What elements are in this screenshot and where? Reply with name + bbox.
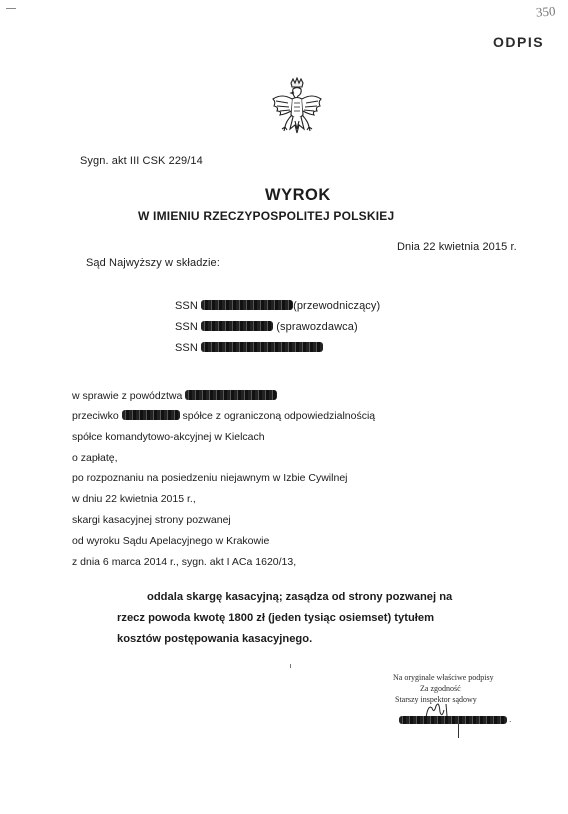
certification-line: Starszy inspektor sądowy: [395, 695, 477, 704]
center-tick: [290, 664, 295, 668]
document-title: WYROK: [265, 186, 331, 204]
case-signature: Sygn. akt III CSK 229/14: [80, 155, 203, 167]
date-line: Dnia 22 kwietnia 2015 r.: [397, 241, 517, 253]
redacted-name: [201, 342, 323, 352]
judge-line: [175, 300, 380, 312]
ruling-line: kosztów postępowania kasacyjnego.: [117, 633, 313, 645]
certification-line: Na oryginale właściwe podpisy: [393, 673, 494, 682]
certification-line: Za zgodność: [420, 684, 461, 693]
judge-prefix: SSN: [175, 321, 198, 333]
document-subtitle: W IMIENIU RZECZYPOSPOLITEJ POLSKIEJ: [138, 209, 395, 223]
case-text: w sprawie z powództwa: [72, 390, 183, 402]
judge-role: (sprawozdawca): [276, 321, 358, 333]
case-line: po rozpoznaniu na posiedzeniu niejawnym w Izbie Cywilnej: [72, 472, 348, 484]
case-line: o zapłatę,: [72, 452, 118, 464]
case-line: [72, 410, 375, 422]
case-line: w dniu 22 kwietnia 2015 r.,: [72, 493, 196, 505]
case-text: przeciwko: [72, 410, 119, 422]
eagle-emblem-icon: [268, 77, 326, 145]
judge-role: (przewodniczący): [293, 300, 381, 312]
ruling-line: oddala skargę kasacyjną; zasądza od strony pozwanej na: [147, 591, 453, 603]
page-number: 350: [535, 3, 556, 20]
case-line: z dnia 6 marca 2014 r., sygn. akt I ACa 1620/13,: [72, 556, 297, 568]
case-line: od wyroku Sądu Apelacyjnego w Krakowie: [72, 535, 270, 547]
case-line: skargi kasacyjnej strony pozwanej: [72, 514, 231, 526]
case-line: [72, 390, 277, 402]
redacted-signature-name: [399, 716, 507, 724]
judge-line: [175, 321, 358, 333]
margin-tick: .: [509, 714, 512, 724]
redacted-name: [201, 300, 293, 310]
judge-line: [175, 342, 323, 354]
judge-prefix: SSN: [175, 342, 198, 354]
corner-mark: [6, 8, 16, 13]
redacted-name: [201, 321, 273, 331]
copy-stamp: ODPIS: [493, 34, 545, 50]
case-text: spółce z ograniczoną odpowiedzialnością: [182, 410, 376, 422]
case-line: spółce komandytowo-akcyjnej w Kielcach: [72, 431, 265, 443]
ruling-line: rzecz powoda kwotę 1800 zł (jeden tysiąc osiemset) tytułem: [117, 612, 435, 624]
redacted-party: [122, 410, 180, 420]
redacted-party: [185, 390, 277, 400]
signature-stroke: [458, 724, 459, 738]
ruling-paragraph: [117, 587, 523, 650]
judge-prefix: SSN: [175, 300, 198, 312]
court-composition: Sąd Najwyższy w składzie:: [86, 257, 220, 269]
